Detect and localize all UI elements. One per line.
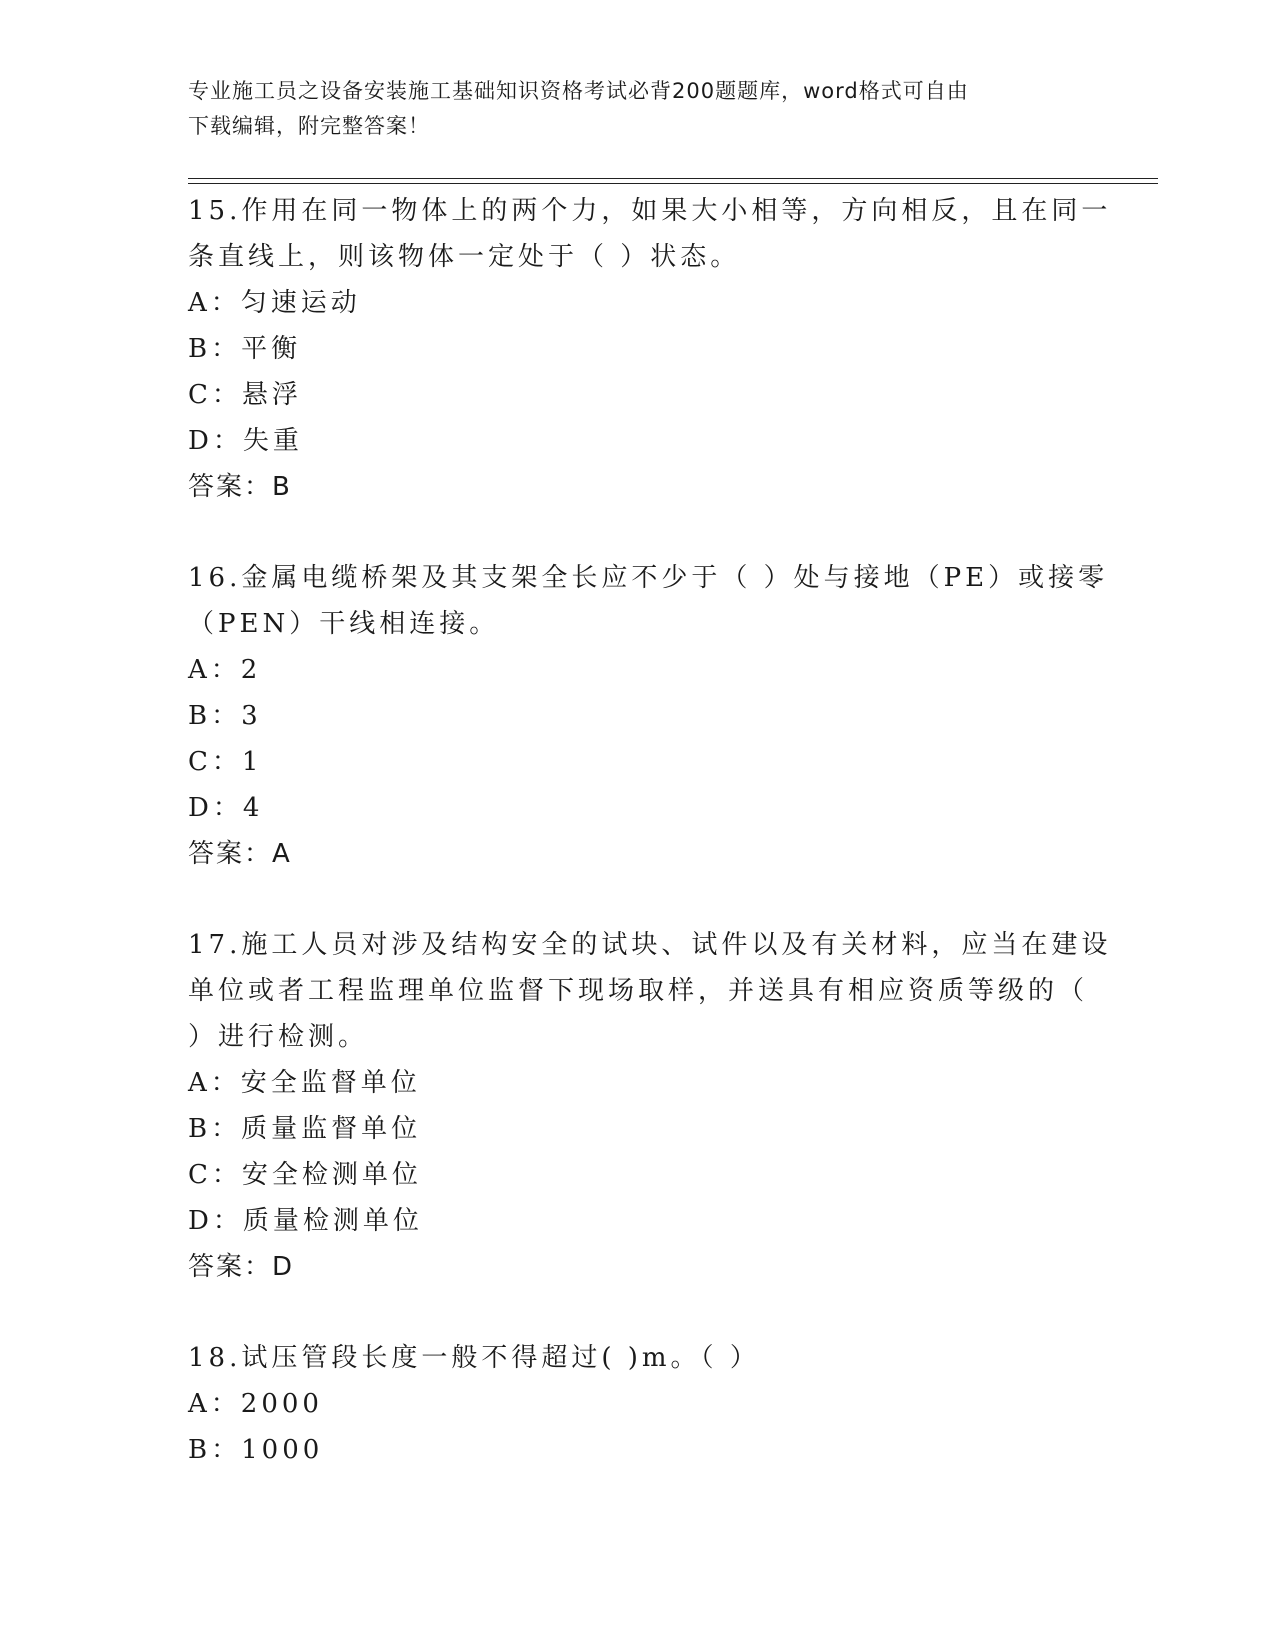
option-a: A：安全监督单位 (188, 1068, 421, 1098)
question-stem: 16.金属电缆桥架及其支架全长应不少于（ ）处与接地（PE）或接零 (188, 563, 1109, 593)
option-c: C：1 (188, 747, 263, 777)
question-15 (188, 188, 1112, 510)
question-16 (188, 555, 1109, 877)
header-line: 下载编辑，附完整答案！ (188, 114, 430, 138)
option-b: B：1000 (188, 1435, 324, 1465)
question-17 (188, 922, 1112, 1290)
option-c: C：安全检测单位 (188, 1160, 422, 1190)
option-c: C：悬浮 (188, 380, 302, 410)
option-a: A：2000 (188, 1389, 323, 1419)
option-d: D：质量检测单位 (188, 1206, 423, 1236)
question-stem: 17.施工人员对涉及结构安全的试块、试件以及有关材料，应当在建设 (188, 930, 1112, 960)
option-d: D：失重 (188, 426, 303, 456)
option-b: B：平衡 (188, 334, 302, 364)
question-stem: （PEN）干线相连接。 (188, 609, 500, 639)
document-header (188, 74, 1088, 144)
header-line: 专业施工员之设备安装施工基础知识资格考试必背200题题库，word格式可自由 (188, 79, 969, 103)
question-stem: 单位或者工程监理单位监督下现场取样，并送具有相应资质等级的（ (188, 976, 1089, 1006)
header-divider (188, 183, 1158, 184)
answer: 答案：D (188, 1252, 295, 1282)
question-stem: 15.作用在同一物体上的两个力，如果大小相等，方向相反，且在同一 (188, 196, 1112, 226)
header-divider (188, 178, 1158, 179)
answer: 答案：B (188, 472, 292, 502)
option-b: B：质量监督单位 (188, 1114, 422, 1144)
option-a: A：匀速运动 (188, 288, 361, 318)
question-stem: ）进行检测。 (188, 1022, 369, 1052)
question-stem: 18.试压管段长度一般不得超过( )m。（ ） (188, 1343, 760, 1373)
option-b: B：3 (188, 701, 262, 731)
question-18 (188, 1335, 1088, 1473)
option-a: A：2 (188, 655, 262, 685)
option-d: D：4 (188, 793, 264, 823)
answer: 答案：A (188, 839, 292, 869)
question-stem: 条直线上，则该物体一定处于（ ）状态。 (188, 242, 741, 272)
